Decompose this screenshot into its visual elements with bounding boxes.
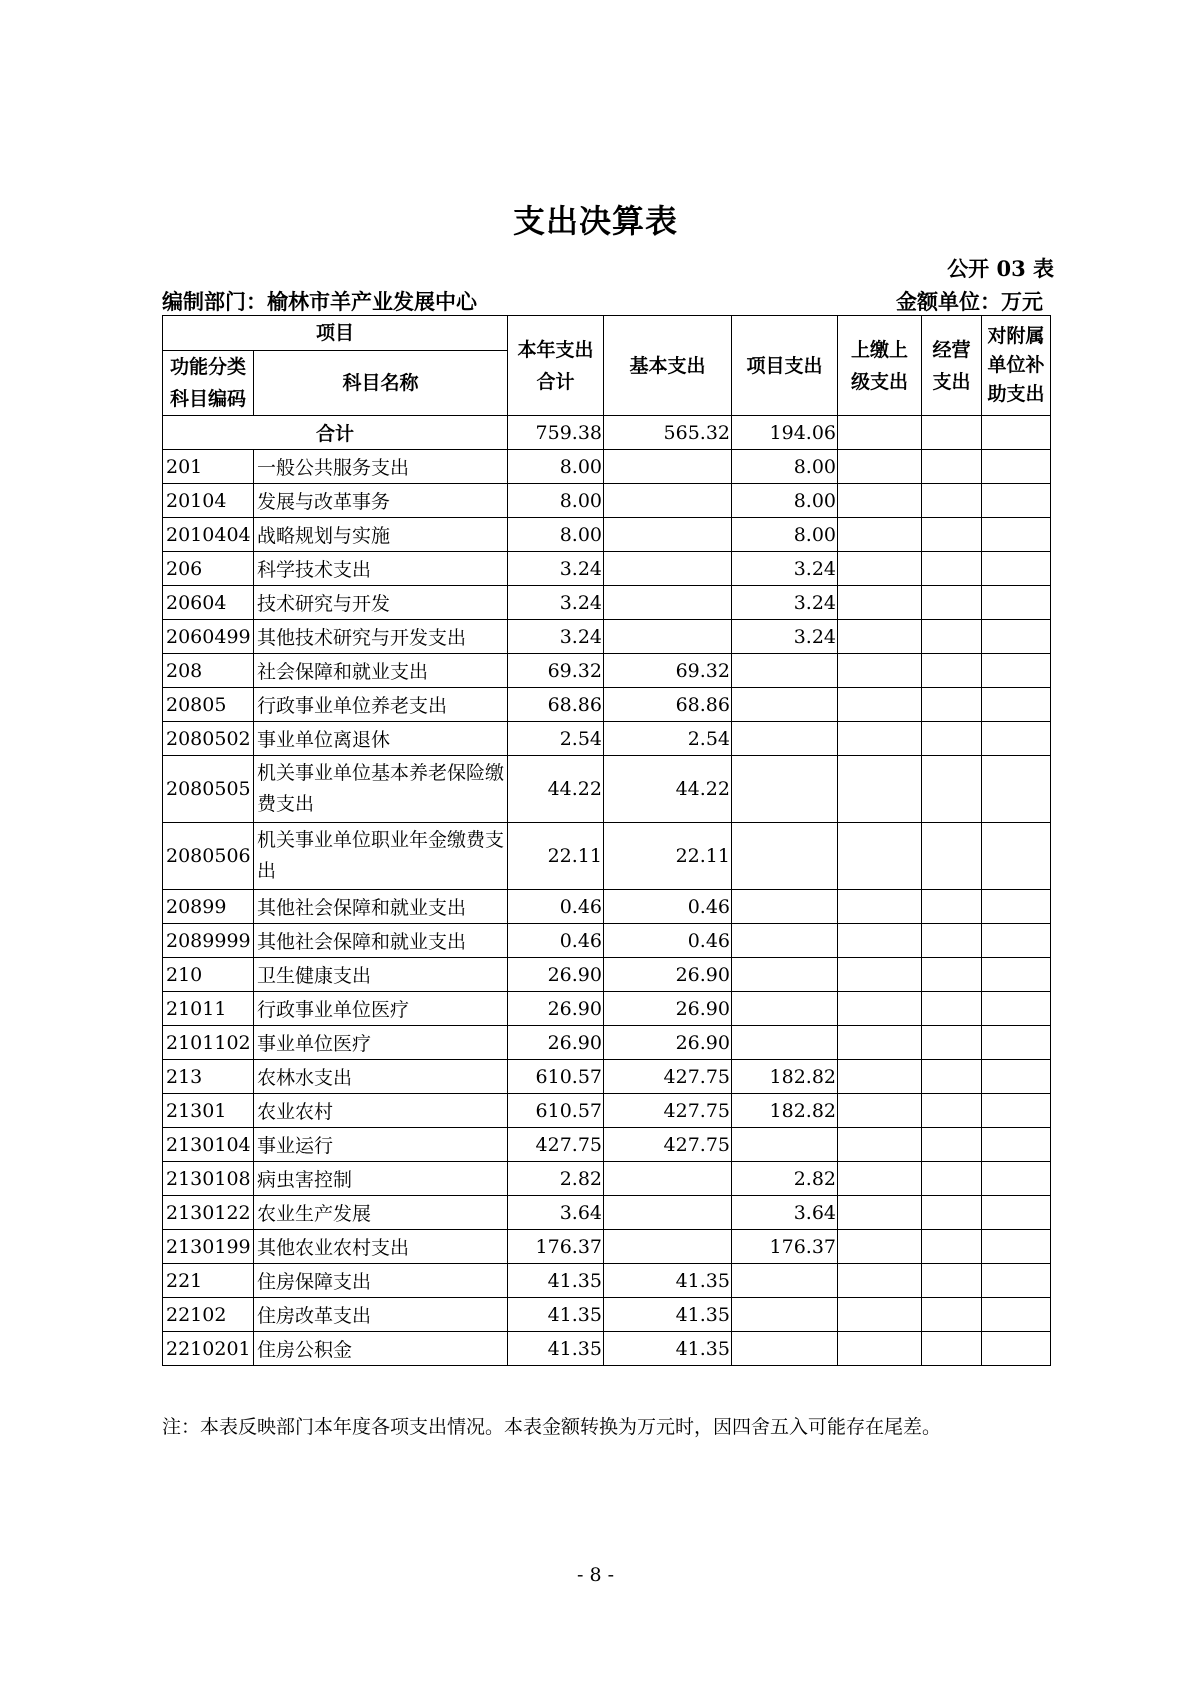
row-upper — [838, 1230, 922, 1264]
row-name: 行政事业单位养老支出 — [254, 688, 508, 722]
row-operation — [922, 484, 982, 518]
row-subsidy — [982, 958, 1051, 992]
row-upper — [838, 552, 922, 586]
sum-upper — [838, 416, 922, 450]
row-upper — [838, 620, 922, 654]
row-project — [732, 1128, 838, 1162]
row-project: 3.24 — [732, 620, 838, 654]
row-operation — [922, 688, 982, 722]
table-row — [163, 1128, 1051, 1162]
row-subsidy — [982, 1060, 1051, 1094]
row-operation — [922, 518, 982, 552]
table-row — [163, 1060, 1051, 1094]
row-total: 69.32 — [508, 654, 604, 688]
table-row — [163, 1162, 1051, 1196]
header-project: 项目支出 — [732, 316, 838, 416]
row-basic: 26.90 — [604, 992, 732, 1026]
row-total: 3.24 — [508, 552, 604, 586]
row-total: 610.57 — [508, 1060, 604, 1094]
row-basic: 41.35 — [604, 1332, 732, 1366]
row-name: 卫生健康支出 — [254, 958, 508, 992]
row-upper — [838, 1332, 922, 1366]
expenditure-table — [162, 315, 1051, 1366]
row-total: 3.24 — [508, 620, 604, 654]
row-code: 2010404 — [163, 518, 254, 552]
row-project: 182.82 — [732, 1060, 838, 1094]
row-name: 行政事业单位医疗 — [254, 992, 508, 1026]
department-label: 编制部门：榆林市羊产业发展中心 — [162, 289, 477, 314]
page-title: 支出决算表 — [512, 202, 678, 240]
row-code: 213 — [163, 1060, 254, 1094]
table-number: 公开 03 表 — [947, 256, 1054, 281]
row-code: 2210201 — [163, 1332, 254, 1366]
row-total: 2.54 — [508, 722, 604, 756]
row-project — [732, 756, 838, 823]
row-upper — [838, 1094, 922, 1128]
row-code: 20899 — [163, 890, 254, 924]
header-basic: 基本支出 — [604, 316, 732, 416]
row-name: 机关事业单位基本养老保险缴费支出 — [254, 756, 508, 823]
row-total: 44.22 — [508, 756, 604, 823]
row-operation — [922, 1026, 982, 1060]
row-code: 221 — [163, 1264, 254, 1298]
row-total: 8.00 — [508, 484, 604, 518]
row-basic — [604, 620, 732, 654]
row-operation — [922, 450, 982, 484]
row-project — [732, 958, 838, 992]
page-number: - 8 - — [576, 1564, 614, 1586]
row-name: 技术研究与开发 — [254, 586, 508, 620]
header-total: 本年支出 合计 — [508, 316, 604, 416]
row-subsidy — [982, 1230, 1051, 1264]
table-row — [163, 890, 1051, 924]
row-total: 26.90 — [508, 1026, 604, 1060]
row-upper — [838, 450, 922, 484]
row-code: 20104 — [163, 484, 254, 518]
header-name: 科目名称 — [254, 351, 508, 416]
unit-label: 金额单位：万元 — [896, 289, 1043, 314]
row-subsidy — [982, 518, 1051, 552]
row-code: 2080506 — [163, 823, 254, 890]
header-operation: 经营 支出 — [922, 316, 982, 416]
row-project: 8.00 — [732, 484, 838, 518]
row-total: 0.46 — [508, 890, 604, 924]
row-operation — [922, 756, 982, 823]
row-total: 0.46 — [508, 924, 604, 958]
row-upper — [838, 1264, 922, 1298]
table-note: 注：本表反映部门本年度各项支出情况。本表金额转换为万元时，因四舍五入可能存在尾差。 — [162, 1416, 942, 1438]
row-operation — [922, 924, 982, 958]
row-name: 机关事业单位职业年金缴费支出 — [254, 823, 508, 890]
row-upper — [838, 958, 922, 992]
row-subsidy — [982, 450, 1051, 484]
row-project: 8.00 — [732, 518, 838, 552]
row-basic: 427.75 — [604, 1128, 732, 1162]
table-row — [163, 688, 1051, 722]
row-subsidy — [982, 1128, 1051, 1162]
header-upper: 上缴上 级支出 — [838, 316, 922, 416]
row-subsidy — [982, 1332, 1051, 1366]
row-name: 其他农业农村支出 — [254, 1230, 508, 1264]
row-project: 3.24 — [732, 586, 838, 620]
row-basic — [604, 1230, 732, 1264]
row-name: 农林水支出 — [254, 1060, 508, 1094]
header-item: 项目 — [163, 316, 508, 351]
row-basic — [604, 450, 732, 484]
row-code: 2089999 — [163, 924, 254, 958]
row-subsidy — [982, 1196, 1051, 1230]
table-row — [163, 1094, 1051, 1128]
row-upper — [838, 823, 922, 890]
row-upper — [838, 992, 922, 1026]
row-name: 战略规划与实施 — [254, 518, 508, 552]
header-subsidy: 对附属 单位补 助支出 — [982, 316, 1051, 416]
row-basic — [604, 1196, 732, 1230]
row-total: 26.90 — [508, 958, 604, 992]
row-upper — [838, 1060, 922, 1094]
row-operation — [922, 992, 982, 1026]
row-upper — [838, 756, 922, 823]
row-subsidy — [982, 1162, 1051, 1196]
row-code: 2060499 — [163, 620, 254, 654]
sum-row — [163, 416, 1051, 450]
row-total: 68.86 — [508, 688, 604, 722]
table-row — [163, 722, 1051, 756]
row-name: 住房公积金 — [254, 1332, 508, 1366]
table-row — [163, 484, 1051, 518]
sum-total: 759.38 — [508, 416, 604, 450]
row-total: 22.11 — [508, 823, 604, 890]
row-total: 41.35 — [508, 1264, 604, 1298]
row-project — [732, 823, 838, 890]
table-row — [163, 1298, 1051, 1332]
row-name: 住房保障支出 — [254, 1264, 508, 1298]
row-name: 一般公共服务支出 — [254, 450, 508, 484]
row-name: 其他技术研究与开发支出 — [254, 620, 508, 654]
row-operation — [922, 586, 982, 620]
table-row — [163, 620, 1051, 654]
row-operation — [922, 1162, 982, 1196]
row-name: 其他社会保障和就业支出 — [254, 890, 508, 924]
row-project — [732, 924, 838, 958]
row-total: 41.35 — [508, 1332, 604, 1366]
row-project — [732, 1026, 838, 1060]
row-upper — [838, 1026, 922, 1060]
header-code: 功能分类 科目编码 — [163, 351, 254, 416]
row-name: 事业单位医疗 — [254, 1026, 508, 1060]
row-basic: 68.86 — [604, 688, 732, 722]
row-basic: 0.46 — [604, 924, 732, 958]
row-subsidy — [982, 1298, 1051, 1332]
row-project — [732, 890, 838, 924]
row-project: 3.64 — [732, 1196, 838, 1230]
table-row — [163, 586, 1051, 620]
row-total: 427.75 — [508, 1128, 604, 1162]
table-row — [163, 756, 1051, 823]
row-upper — [838, 688, 922, 722]
table-row — [163, 450, 1051, 484]
row-total: 8.00 — [508, 450, 604, 484]
row-subsidy — [982, 1026, 1051, 1060]
row-code: 2130199 — [163, 1230, 254, 1264]
row-total: 176.37 — [508, 1230, 604, 1264]
sum-subsidy — [982, 416, 1051, 450]
row-subsidy — [982, 823, 1051, 890]
row-subsidy — [982, 890, 1051, 924]
row-code: 208 — [163, 654, 254, 688]
row-total: 26.90 — [508, 992, 604, 1026]
row-operation — [922, 1230, 982, 1264]
row-basic — [604, 518, 732, 552]
sum-basic: 565.32 — [604, 416, 732, 450]
row-total: 610.57 — [508, 1094, 604, 1128]
row-project — [732, 1298, 838, 1332]
row-operation — [922, 1196, 982, 1230]
row-subsidy — [982, 992, 1051, 1026]
row-name: 科学技术支出 — [254, 552, 508, 586]
row-subsidy — [982, 1094, 1051, 1128]
row-basic: 0.46 — [604, 890, 732, 924]
table-row — [163, 1196, 1051, 1230]
row-project: 176.37 — [732, 1230, 838, 1264]
row-subsidy — [982, 654, 1051, 688]
row-operation — [922, 890, 982, 924]
row-code: 2130122 — [163, 1196, 254, 1230]
row-name: 社会保障和就业支出 — [254, 654, 508, 688]
row-upper — [838, 586, 922, 620]
row-project — [732, 722, 838, 756]
row-operation — [922, 1128, 982, 1162]
row-code: 2130108 — [163, 1162, 254, 1196]
row-code: 2101102 — [163, 1026, 254, 1060]
sum-label: 合计 — [163, 416, 508, 450]
row-basic: 427.75 — [604, 1094, 732, 1128]
table-row — [163, 992, 1051, 1026]
row-upper — [838, 1196, 922, 1230]
row-project: 182.82 — [732, 1094, 838, 1128]
row-operation — [922, 1094, 982, 1128]
table-row — [163, 1264, 1051, 1298]
row-code: 2130104 — [163, 1128, 254, 1162]
row-basic — [604, 1162, 732, 1196]
row-code: 201 — [163, 450, 254, 484]
row-name: 事业单位离退休 — [254, 722, 508, 756]
row-operation — [922, 1332, 982, 1366]
row-project: 2.82 — [732, 1162, 838, 1196]
row-subsidy — [982, 722, 1051, 756]
row-upper — [838, 722, 922, 756]
row-subsidy — [982, 688, 1051, 722]
row-operation — [922, 722, 982, 756]
table-row — [163, 924, 1051, 958]
row-code: 2080505 — [163, 756, 254, 823]
row-subsidy — [982, 620, 1051, 654]
row-subsidy — [982, 924, 1051, 958]
row-name: 住房改革支出 — [254, 1298, 508, 1332]
table-row — [163, 1230, 1051, 1264]
sum-operation — [922, 416, 982, 450]
header-row — [163, 316, 1051, 351]
row-subsidy — [982, 484, 1051, 518]
row-project: 8.00 — [732, 450, 838, 484]
row-basic: 26.90 — [604, 1026, 732, 1060]
row-subsidy — [982, 1264, 1051, 1298]
table-row — [163, 1332, 1051, 1366]
row-basic — [604, 586, 732, 620]
row-total: 3.64 — [508, 1196, 604, 1230]
row-code: 20805 — [163, 688, 254, 722]
table-row — [163, 1026, 1051, 1060]
row-project — [732, 688, 838, 722]
row-subsidy — [982, 586, 1051, 620]
row-total: 41.35 — [508, 1298, 604, 1332]
row-code: 20604 — [163, 586, 254, 620]
row-operation — [922, 654, 982, 688]
row-code: 22102 — [163, 1298, 254, 1332]
table-row — [163, 958, 1051, 992]
row-upper — [838, 890, 922, 924]
row-basic: 41.35 — [604, 1264, 732, 1298]
row-operation — [922, 958, 982, 992]
row-basic: 44.22 — [604, 756, 732, 823]
row-code: 206 — [163, 552, 254, 586]
row-name: 事业运行 — [254, 1128, 508, 1162]
row-project — [732, 654, 838, 688]
row-code: 21011 — [163, 992, 254, 1026]
row-basic: 427.75 — [604, 1060, 732, 1094]
row-upper — [838, 1298, 922, 1332]
row-basic — [604, 484, 732, 518]
row-upper — [838, 654, 922, 688]
row-operation — [922, 1060, 982, 1094]
sum-project: 194.06 — [732, 416, 838, 450]
row-operation — [922, 823, 982, 890]
row-operation — [922, 1298, 982, 1332]
table-row — [163, 823, 1051, 890]
row-basic: 22.11 — [604, 823, 732, 890]
row-code: 21301 — [163, 1094, 254, 1128]
row-project: 3.24 — [732, 552, 838, 586]
row-project — [732, 1332, 838, 1366]
row-name: 农业生产发展 — [254, 1196, 508, 1230]
row-upper — [838, 518, 922, 552]
row-code: 2080502 — [163, 722, 254, 756]
row-upper — [838, 1162, 922, 1196]
row-operation — [922, 552, 982, 586]
row-name: 农业农村 — [254, 1094, 508, 1128]
row-name: 发展与改革事务 — [254, 484, 508, 518]
row-code: 210 — [163, 958, 254, 992]
row-operation — [922, 620, 982, 654]
row-total: 8.00 — [508, 518, 604, 552]
row-name: 病虫害控制 — [254, 1162, 508, 1196]
row-total: 2.82 — [508, 1162, 604, 1196]
row-basic: 41.35 — [604, 1298, 732, 1332]
table-row — [163, 552, 1051, 586]
row-upper — [838, 1128, 922, 1162]
row-upper — [838, 924, 922, 958]
row-basic: 69.32 — [604, 654, 732, 688]
row-total: 3.24 — [508, 586, 604, 620]
row-subsidy — [982, 552, 1051, 586]
row-basic: 2.54 — [604, 722, 732, 756]
row-basic — [604, 552, 732, 586]
row-name: 其他社会保障和就业支出 — [254, 924, 508, 958]
table-row — [163, 518, 1051, 552]
row-subsidy — [982, 756, 1051, 823]
row-basic: 26.90 — [604, 958, 732, 992]
row-operation — [922, 1264, 982, 1298]
row-project — [732, 1264, 838, 1298]
table-row — [163, 654, 1051, 688]
row-project — [732, 992, 838, 1026]
row-upper — [838, 484, 922, 518]
